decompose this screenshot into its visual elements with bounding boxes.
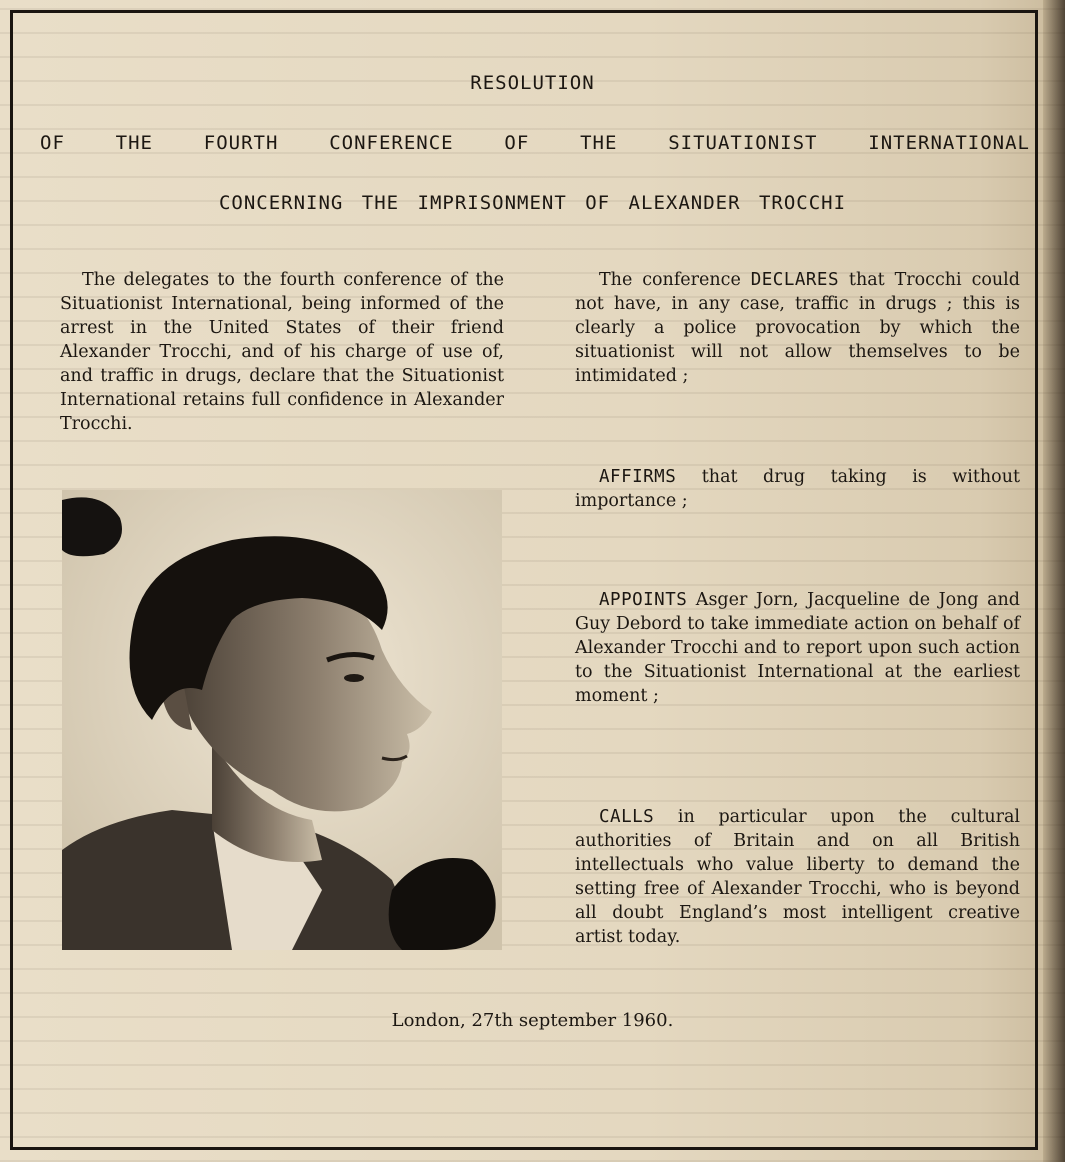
signoff-date-place: London, 27th september 1960. (391, 1010, 674, 1031)
document-subtitle-line2: CONCERNING THE IMPRISONMENT OF ALEXANDER TROCCHI (218, 192, 847, 214)
affirms-text: that drug taking is without importance ; (575, 467, 1020, 511)
document-subtitle-line1: OF THE FOURTH CONFERENCE OF THE SITUATIONIST INTERNATIONAL (40, 132, 1030, 154)
book-gutter-shadow (1043, 0, 1065, 1162)
calls-text: in particular upon the cultural authorities of Britain and on all British intellectuals who value liberty to demand the setting free of Alexander Trocchi, who is beyond all doubt England’s most intelligent creative artist today. (575, 807, 1020, 947)
declares-keyword: DECLARES (750, 270, 840, 290)
affirms-paragraph (575, 465, 1020, 513)
declares-prefix: The conference (599, 270, 751, 290)
declares-paragraph (575, 268, 1020, 388)
portrait-photo-icon (62, 490, 502, 950)
calls-paragraph (575, 805, 1020, 949)
document-title: RESOLUTION (470, 72, 595, 94)
affirms-keyword: AFFIRMS (599, 467, 677, 487)
portrait-illustration (62, 490, 502, 950)
declares-text: that Trocchi could not have, in any case, traffic in drugs ; this is clearly a police provocation by which the situationist will not allow themselves to be intimidated ; (575, 270, 1020, 386)
appoints-paragraph (575, 588, 1020, 708)
appoints-text: Asger Jorn, Jacqueline de Jong and Guy Debord to take immediate action on behalf of Alexander Trocchi and to report upon such action to the Situationist International at the earliest moment ; (575, 590, 1020, 706)
left-column-paragraph: The delegates to the fourth conference of the Situationist International, being informed of the arrest in the United States of their friend Alexander Trocchi, and of his charge of use of, and traffic in drugs, declare that the Situationist International retains full confidence in Alexander Trocchi. (60, 270, 504, 434)
calls-keyword: CALLS (599, 807, 655, 827)
appoints-keyword: APPOINTS (599, 590, 688, 610)
